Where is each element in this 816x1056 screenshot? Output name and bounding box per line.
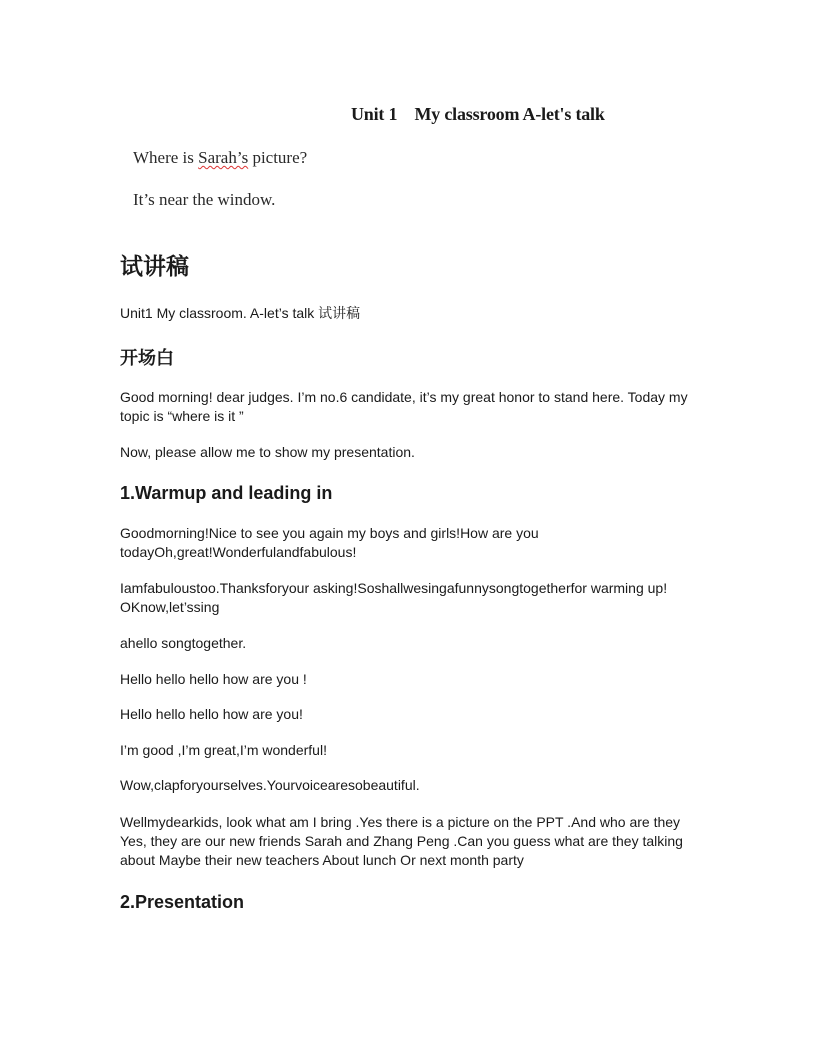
page-heading: 试讲稿 [120,253,189,279]
question-line [133,148,307,168]
opening-paragraph-1: Good morning! dear judges. I’m no.6 candidate, it’s my great honor to stand here. Today my topic is “where is it ” [120,389,688,424]
warmup-paragraph-1: Goodmorning!Nice to see you again my boys and girls!How are you todayOh,great!Wonderfulandfabulous! [120,525,539,560]
answer-line: It’s near the window. [133,190,276,209]
warmup-paragraph-6: I’m good ,I’m great,I’m wonderful! [120,742,327,758]
warmup-paragraph-7: Wow,clapforyourselves.Yourvoicearesobeautiful. [120,777,420,793]
warmup-paragraph-8: Wellmydearkids, look what am I bring .Yes there is a picture on the PPT .And who are they Yes, they are our new friends Sarah and Zhang Peng .Can you guess what are they talking about Maybe their new teachers About lunch Or next month party [120,814,683,868]
opening-paragraph-2: Now, please allow me to show my presentation. [120,444,415,460]
warmup-paragraph-4: Hello hello hello how are you ! [120,671,307,687]
warmup-paragraph-2: Iamfabuloustoo.Thanksforyour asking!Soshallwesingafunnysongtogetherfor warming up! OKnow,let’ssing [120,580,668,615]
subtitle: Unit1 My classroom. A-let’s talk 试讲稿 [120,305,361,321]
warmup-paragraph-3: ahello songtogether. [120,635,247,651]
question-post: picture? [248,148,308,167]
section-opening-heading: 开场白 [120,348,174,368]
section-presentation-heading: 2.Presentation [120,892,245,912]
lesson-title: Unit 1 My classroom A-let's talk [351,104,605,124]
section-warmup-heading: 1.Warmup and leading in [120,483,333,503]
warmup-paragraph-5: Hello hello hello how are you! [120,706,303,722]
question-pre: Where is [133,148,199,167]
question-name: Sarah’s [198,148,249,167]
